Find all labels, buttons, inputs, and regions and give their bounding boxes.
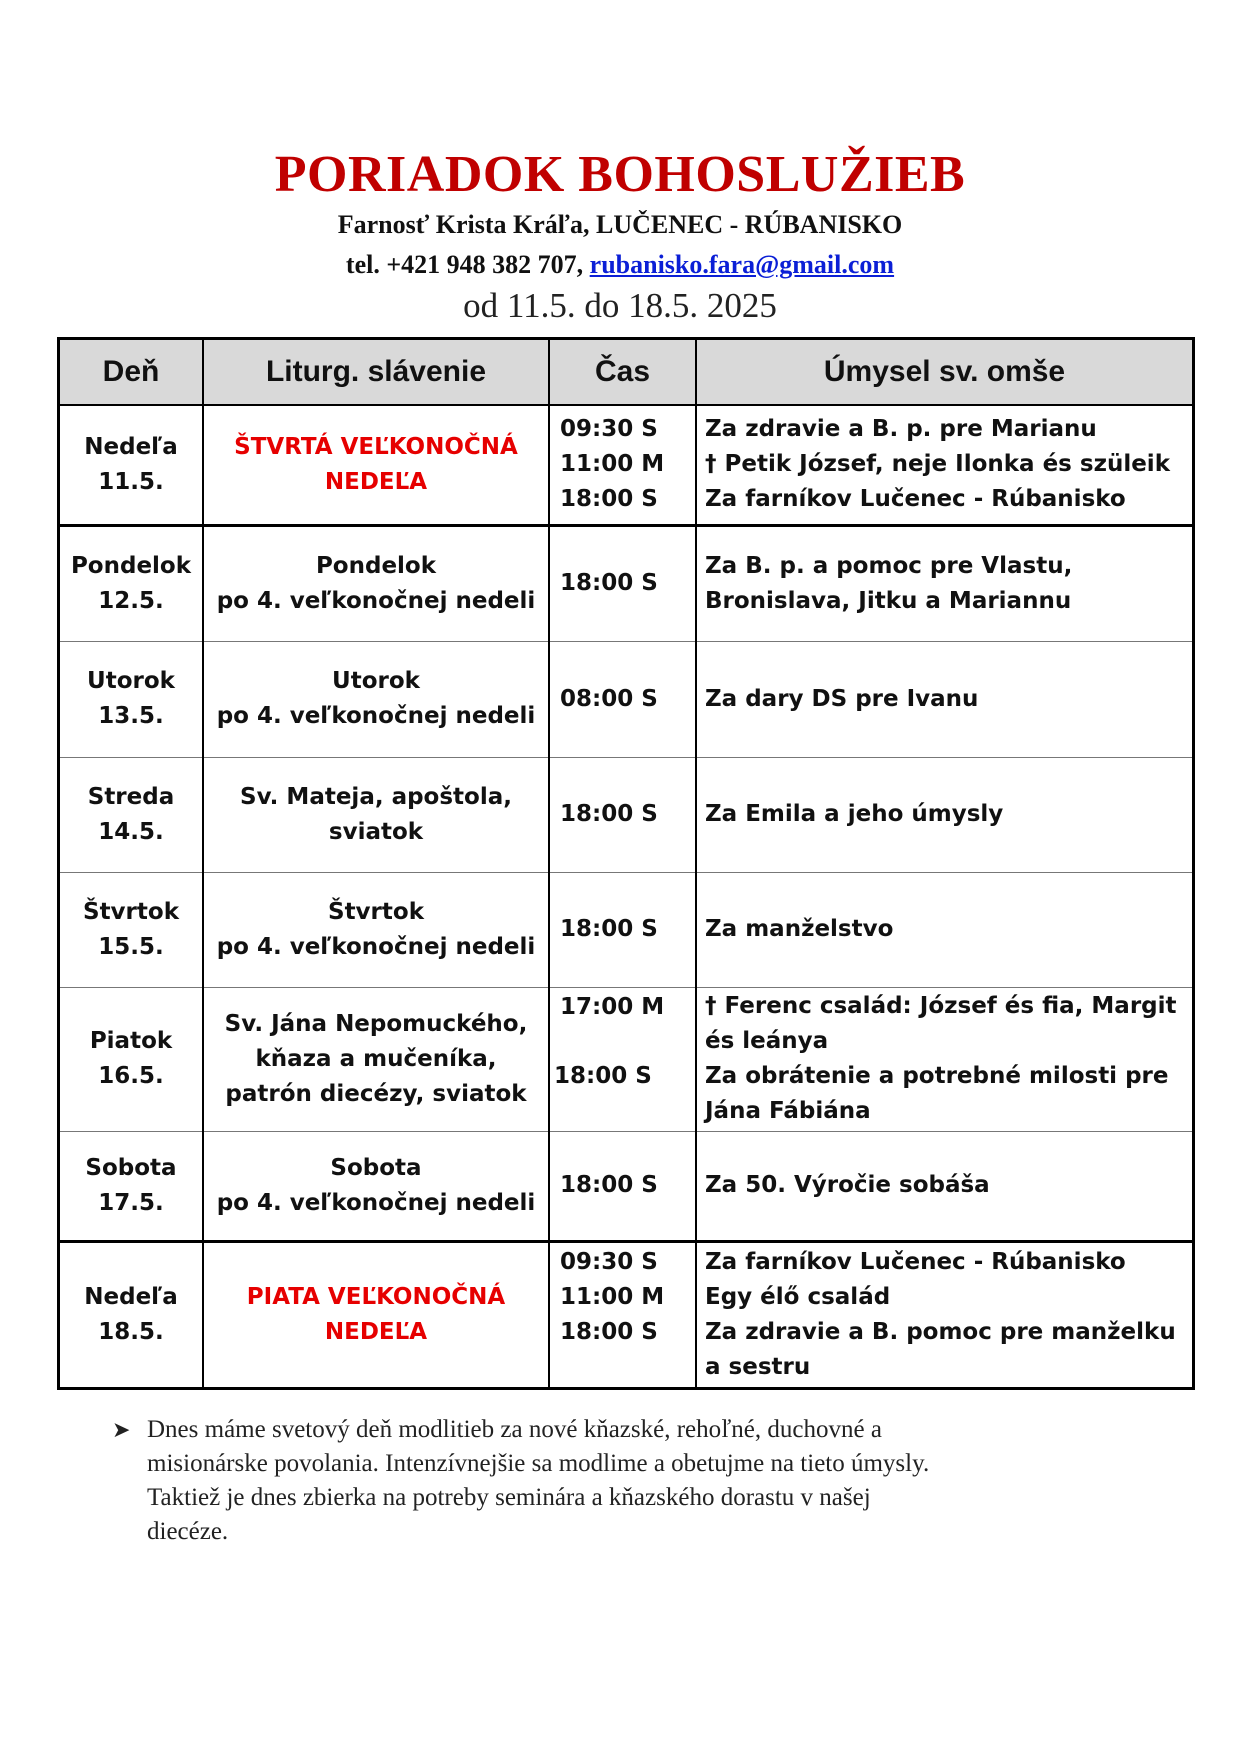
liturgy-line: sviatok [328,818,424,845]
liturgy-line: Štvrtok [328,898,424,925]
table-row [59,987,1194,1131]
time-cell [549,525,696,641]
column-header-time: Čas [549,339,696,406]
liturgy-cell [203,641,549,757]
day-name: Nedeľa [84,433,178,460]
mass-time: 09:30 S [560,1248,658,1275]
liturgy-line: Sobota [330,1154,422,1181]
liturgy-cell [203,757,549,872]
liturgy-line: po 4. veľkonočnej nedeli [216,587,536,614]
day-name: Piatok [89,1028,173,1054]
page-title: PORIADOK BOHOSLUŽIEB [274,146,966,203]
announcement-note [112,1413,1102,1549]
day-cell [59,987,204,1131]
mass-time: 18:00 S [560,1318,658,1345]
mass-intention: és leánya [705,1028,829,1054]
announcement-line: misionárske povolania. Intenzívnejšie sa modlime a obetujme na tieto úmysly. [147,1450,930,1477]
liturgy-cell [203,1241,549,1388]
table-row [59,757,1194,872]
announcement-line: Taktiež je dnes zbierka na potreby seminára a kňazského dorastu v našej [147,1484,871,1511]
mass-time: 11:00 M [560,1283,665,1310]
mass-intention: Za zdravie a B. p. pre Marianu [705,416,1097,443]
date-range: od 11.5. do 18.5. 2025 [463,286,777,325]
column-header-day: Deň [59,339,204,406]
mass-time: 08:00 S [560,685,658,712]
column-header-liturgy: Liturg. slávenie [203,339,549,406]
day-cell [59,405,204,525]
day-name: Utorok [87,668,175,694]
mass-intention: Za B. p. a pomoc pre Vlastu, [705,552,1073,579]
page-header [0,145,1240,327]
liturgy-cell [203,987,549,1131]
mass-time: 18:00 S [560,486,658,513]
day-name: Pondelok [70,552,192,579]
liturgy-cell [203,872,549,987]
mass-intention: † Petik József, neje Ilonka és szüleik [705,451,1170,478]
mass-intention: Za farníkov Lučenec - Rúbanisko [705,1248,1126,1275]
time-cell [549,757,696,872]
phone-number: tel. +421 948 382 707, [345,250,584,279]
day-cell [59,757,204,872]
time-cell [549,641,696,757]
liturgy-line: po 4. veľkonočnej nedeli [216,703,536,729]
liturgy-line: NEDEĽA [324,468,428,495]
day-date: 16.5. [98,1063,164,1089]
intention-cell [696,525,1194,641]
time-cell [549,872,696,987]
day-date: 13.5. [98,703,164,729]
day-date: 14.5. [98,818,164,845]
time-cell [549,1241,696,1388]
mass-time: 18:00 S [560,916,658,942]
day-date: 15.5. [98,933,164,960]
mass-intention: Za Emila a jeho úmysly [705,801,1004,827]
liturgy-cell [203,1131,549,1241]
liturgy-line: Sv. Mateja, apoštola, [240,783,512,810]
parish-name: Farnosť Krista Kráľa, LUČENEC - RÚBANISKO [337,210,903,239]
liturgy-line: NEDEĽA [324,1318,428,1345]
liturgy-line: PIATA VEĽKONOČNÁ [246,1283,506,1310]
liturgy-line: ŠTVRTÁ VEĽKONOČNÁ [234,433,518,460]
announcement-text [147,1413,1102,1549]
day-cell [59,1131,204,1241]
intention-cell [696,405,1194,525]
table-row [59,872,1194,987]
table-row [59,1241,1194,1388]
time-cell [549,1131,696,1241]
mass-intention: Bronislava, Jitku a Mariannu [705,587,1072,614]
mass-time: 18:00 S [560,801,658,827]
day-cell [59,641,204,757]
day-name: Nedeľa [84,1283,178,1310]
day-cell [59,1241,204,1388]
liturgy-line: Utorok [332,668,420,694]
table-row [59,641,1194,757]
email-link[interactable]: rubanisko.fara@gmail.com [589,250,895,279]
schedule-table [57,337,1195,1390]
table-row [59,405,1194,525]
intention-cell [696,987,1194,1131]
day-name: Sobota [85,1154,177,1181]
table-header-row [59,339,1194,406]
liturgy-line: Sv. Jána Nepomuckého, [224,1010,528,1037]
table-row [59,525,1194,641]
table-row [59,1131,1194,1241]
day-date: 12.5. [98,587,164,614]
contact-line [0,247,1240,283]
intention-cell [696,1241,1194,1388]
mass-time: 18:00 S [554,1062,652,1089]
mass-intention: Za dary DS pre Ivanu [705,685,979,712]
mass-intention: Za farníkov Lučenec - Rúbanisko [705,486,1126,513]
mass-intention: Za 50. Výročie sobáša [705,1172,990,1198]
mass-intention: Jána Fábiána [705,1098,871,1124]
mass-intention: a sestru [705,1353,811,1380]
mass-time: 09:30 S [560,416,658,443]
liturgy-line: patrón diecézy, sviatok [225,1080,527,1107]
liturgy-cell [203,525,549,641]
day-cell [59,872,204,987]
mass-time: 18:00 S [560,1172,658,1198]
liturgy-line: po 4. veľkonočnej nedeli [216,1189,536,1216]
mass-intention: Egy élő család [705,1283,891,1310]
column-header-intention: Úmysel sv. omše [696,339,1194,406]
day-date: 11.5. [98,468,164,495]
intention-cell [696,872,1194,987]
intention-cell [696,1131,1194,1241]
announcement-line: diecéze. [147,1518,229,1545]
mass-intention: Za manželstvo [705,916,894,942]
time-cell [549,405,696,525]
mass-time: 11:00 M [560,451,665,478]
announcement-line: Dnes máme svetový deň modlitieb za nové kňazské, rehoľné, duchovné a [147,1416,882,1443]
mass-intention: † Ferenc család: József és fia, Margit [705,993,1177,1019]
liturgy-cell [203,405,549,525]
day-date: 17.5. [98,1189,164,1216]
liturgy-line: Pondelok [315,552,437,579]
arrow-bullet-icon: ➤ [112,1417,131,1442]
mass-time: 18:00 S [560,570,658,596]
intention-cell [696,757,1194,872]
mass-intention: Za obrátenie a potrebné milosti pre [705,1063,1169,1089]
intention-cell [696,641,1194,757]
time-cell [549,987,696,1131]
liturgy-line: po 4. veľkonočnej nedeli [216,933,536,960]
liturgy-line: kňaza a mučeníka, [255,1045,497,1072]
day-cell [59,525,204,641]
mass-time: 17:00 M [560,993,665,1020]
mass-intention: Za zdravie a B. pomoc pre manželku [705,1318,1176,1345]
day-name: Streda [87,783,175,810]
day-name: Štvrtok [83,898,179,925]
day-date: 18.5. [98,1318,164,1345]
